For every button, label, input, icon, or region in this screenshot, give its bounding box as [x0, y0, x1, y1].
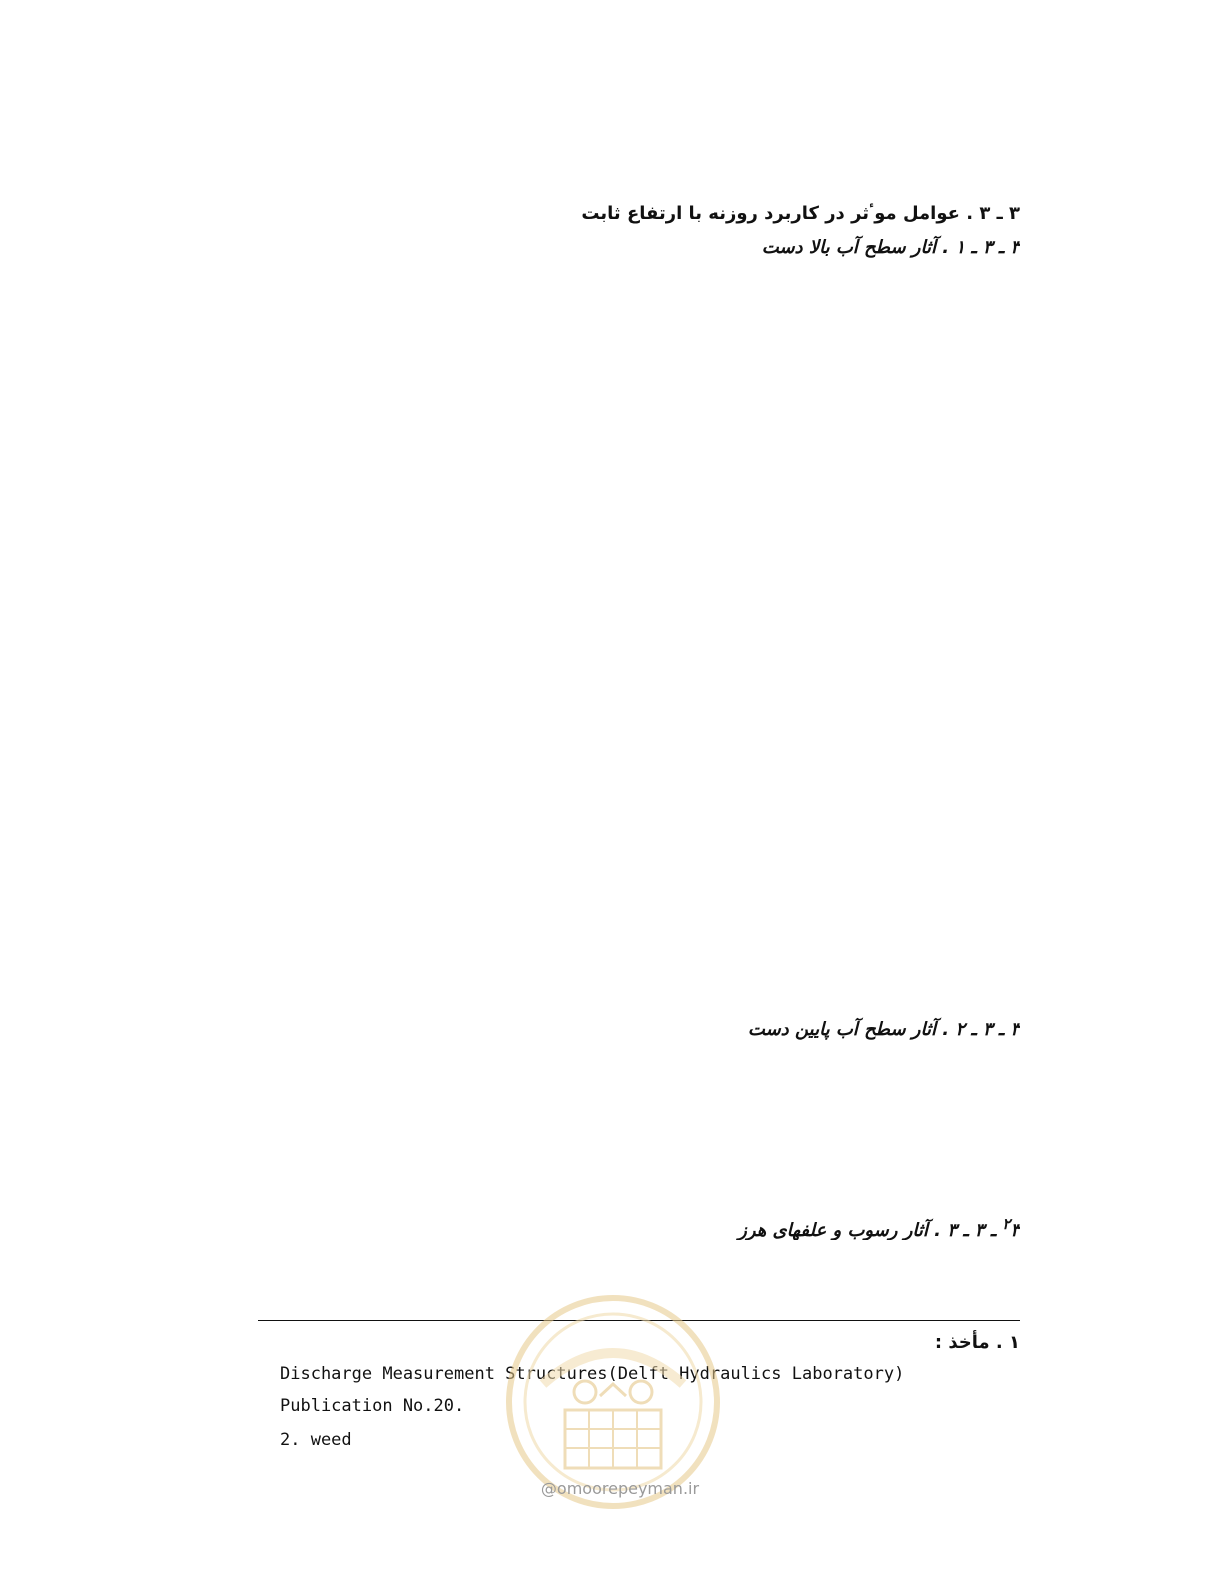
- paragraph-line: [258, 956, 1020, 986]
- subsection-heading-downstream: ۳ ـ ۳ ـ ۲ . آثار سطح آب پایین دست: [747, 1019, 1020, 1040]
- subsection-heading-upstream: ۳ ـ ۳ ـ ۱ . آثار سطح آب بالا دست: [761, 237, 1020, 258]
- paragraph-line: [258, 551, 1020, 581]
- paragraph-line: [258, 344, 1020, 374]
- paragraph-line: [258, 1278, 1020, 1308]
- paragraph-line: [258, 583, 1020, 613]
- section-heading: ۳ ـ ۳ . عوامل موٴثر در کاربرد روزنه با ارتفاع ثابت: [581, 203, 1020, 224]
- paragraph-line: [258, 1244, 1020, 1274]
- paragraph-line: [258, 306, 1020, 336]
- paragraph-line: [258, 670, 1020, 700]
- paragraph-line: [258, 1154, 1020, 1184]
- paragraph-line: [258, 516, 1020, 546]
- footnote-source-line: Publication No.20.: [280, 1396, 465, 1416]
- paragraph-line: [258, 888, 1020, 918]
- paragraph-line: [258, 1050, 1020, 1080]
- footnote-weed: 2. weed: [280, 1430, 352, 1450]
- paragraph-line: [258, 830, 1020, 860]
- paragraph-line: [258, 922, 1020, 952]
- paragraph-line: [258, 1120, 1020, 1150]
- paragraph-line: [258, 798, 1020, 828]
- paragraph-line: [258, 450, 1020, 480]
- paragraph-line: [258, 268, 1020, 298]
- footnote-source-line: Discharge Measurement Structures(Delft Hydraulics Laboratory): [280, 1364, 905, 1384]
- watermark-site: @omoorepeyman.ir: [540, 1479, 700, 1498]
- paragraph-line: [258, 760, 1020, 790]
- paragraph-line: [258, 704, 1020, 734]
- footnote-marker: ۲: [1002, 1215, 1011, 1233]
- paragraph-line: [258, 416, 1020, 446]
- paragraph-line: [258, 1086, 1020, 1116]
- paragraph-line: [258, 382, 1020, 412]
- footnote-heading: ۱ . مأخذ :: [934, 1332, 1020, 1353]
- footnote-separator: [258, 1320, 1020, 1321]
- subsection-heading-text: ۳ ـ ۳ ـ ۳ . آثار رسوب و علفهای هرز: [738, 1220, 1020, 1240]
- subsection-heading-sediment: [258, 1208, 1020, 1240]
- paragraph-line: [258, 484, 1020, 514]
- paragraph-line: [258, 614, 1020, 644]
